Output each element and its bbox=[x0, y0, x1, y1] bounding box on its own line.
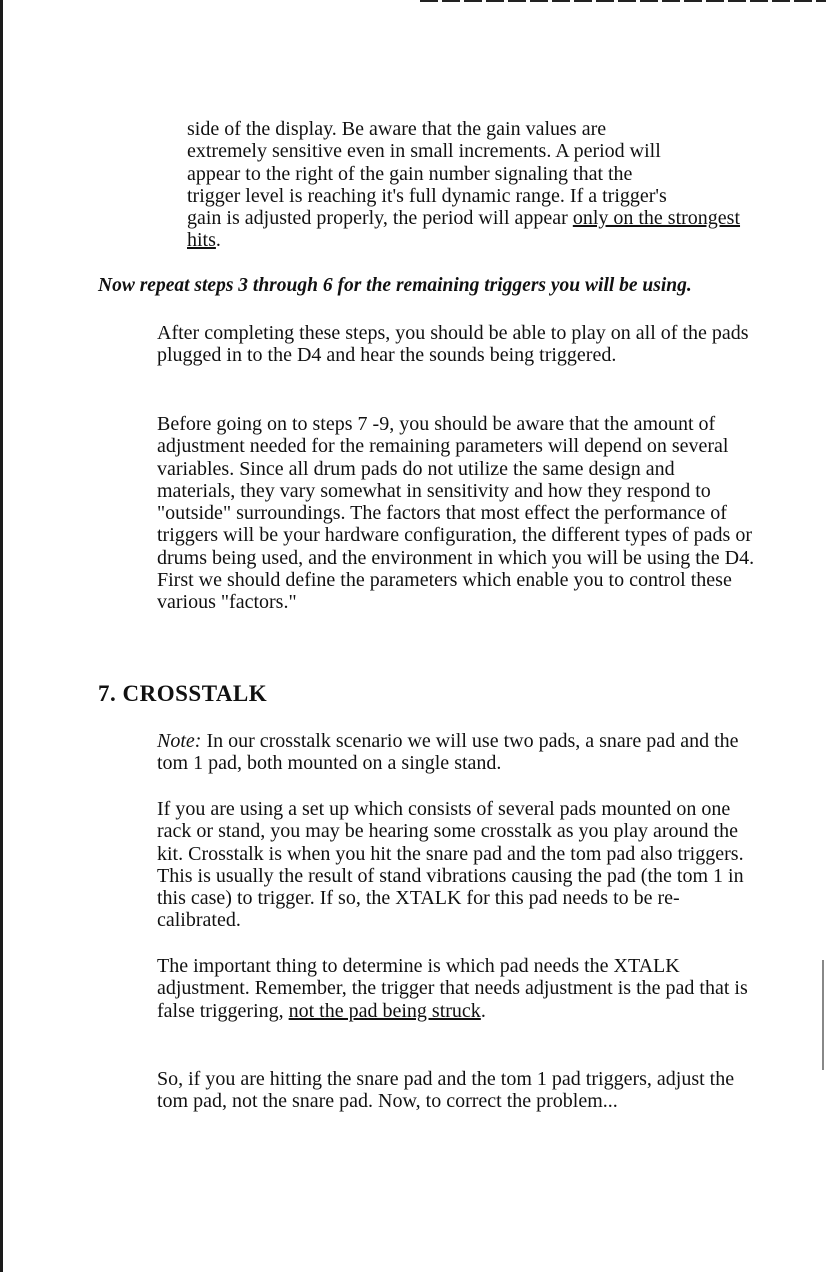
paragraph-crosstalk-explanation: If you are using a set up which consists of several pads mounted on one rack or stand, you may be hearing some crosstalk as you play around the kit. Crosstalk is when you hit the snare pad and the tom pad also triggers. This is usually the result of stand vibrations causing the pad (the tom 1 in this case) to trigger. If so, the XTALK for this pad needs to be re-calibrated. bbox=[157, 798, 744, 932]
line: gain is adjusted properly, the period will appear bbox=[187, 207, 568, 230]
line: extremely sensitive even in small increments. A period will bbox=[187, 140, 661, 163]
paragraph-gain-values: side of the display. Be aware that the gain values are extremely sensitive even in small increments. A period will appear to the right of the gain number signaling that the trigger level is reaching it's full dynamic range. If a trigger's gain is adjusted properly, the period will appear only on the strongest hits. bbox=[187, 118, 741, 252]
paragraph-before-going-on: Before going on to steps 7 -9, you should be aware that the amount of adjustment needed for the remaining parameters will depend on several variables. Since all drum pads do not utilize the same design and materials, they vary somewhat in sensitivity and how they respond to "outside" surroundings. The factors that most effect the performance of triggers will be your hardware configuration, the different types of pads or drums being used, and the environment in which you will be using the D4. First we should define the parameters which enable you to control these various "factors." bbox=[157, 413, 755, 614]
line: appear to the right of the gain number signaling that the bbox=[187, 162, 633, 185]
section-heading: 7. CROSSTALK bbox=[98, 681, 268, 706]
line: side of the display. Be aware that the gain values are bbox=[187, 118, 607, 140]
underlined-text: not the pad being struck bbox=[288, 999, 481, 1022]
note-text: In our crosstalk scenario we will use two pads, a snare pad and the tom 1 pad, both mounted on a single stand. bbox=[157, 730, 739, 775]
note-label: Note: bbox=[157, 730, 202, 752]
paragraph-so-if: So, if you are hitting the snare pad and the tom 1 pad triggers, adjust the tom pad, not the snare pad. Now, to correct the problem... bbox=[157, 1068, 735, 1113]
scan-edge-right bbox=[822, 960, 824, 1070]
repeat-instruction: Now repeat steps 3 through 6 for the remaining triggers you will be using. bbox=[98, 275, 692, 296]
scan-edge-left bbox=[0, 0, 3, 1272]
scan-edge-top bbox=[420, 0, 826, 2]
line: trigger level is reaching it's full dynamic range. If a trigger's bbox=[187, 184, 667, 207]
paragraph-note bbox=[157, 730, 757, 775]
underlined-text: only on the strongest hits bbox=[187, 207, 741, 252]
paragraph-after-completing: After completing these steps, you should be able to play on all of the pads plugged in to the D4 and hear the sounds being triggered. bbox=[157, 322, 749, 367]
paragraph-important-thing: The important thing to determine is which pad needs the XTALK adjustment. Remember, the trigger that needs adjustment is the pad that is false triggering, not the pad being struck. bbox=[157, 955, 748, 1022]
